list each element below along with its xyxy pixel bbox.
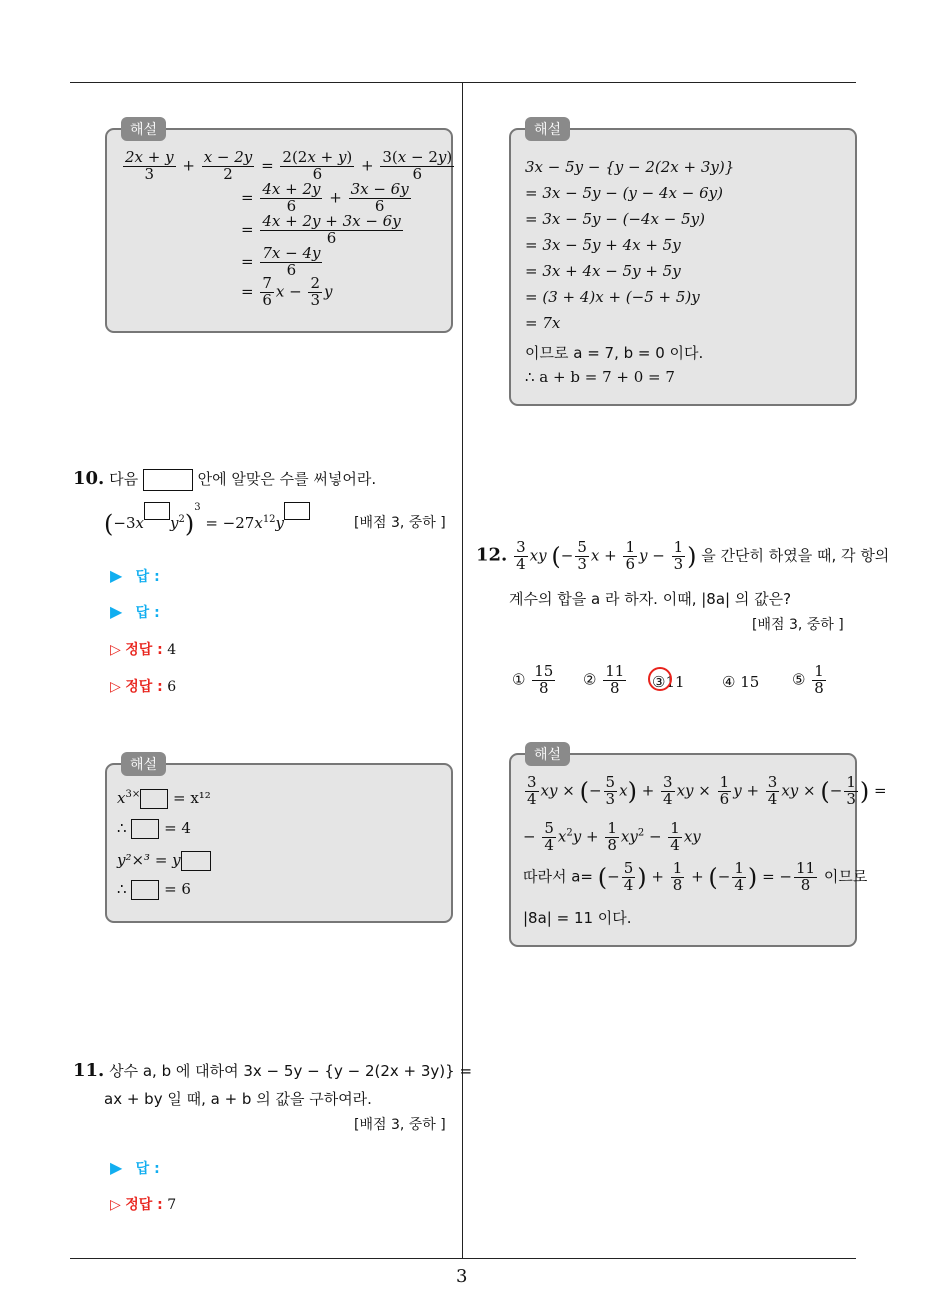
solution-line: $\frac{2x + y}{3}$ + $\frac{x - 2y}{2}$ = $\frac{2(2x + y)}{6}$ + $\frac{3(x - 2y)}{6}$: [125, 148, 453, 183]
correct-answer-1: ▷ 정답 : 4: [110, 642, 177, 658]
question-10-expression: (−3x $y^2)^3 = -27x^{12}y$: [104, 502, 310, 538]
solution-line: = $\frac{4x + 2y + 3x - 6y}{6}$: [241, 212, 401, 247]
solution-line: = 3x − 5y − (−4x − 5y): [525, 210, 705, 228]
solution-box-9: [105, 122, 453, 333]
solution-tag: 해설: [525, 742, 570, 766]
column-divider: [462, 83, 463, 1259]
answer-blank: [181, 851, 211, 871]
question-10: 10. 다음 안에 알맞은 수를 써넣어라.: [73, 468, 377, 489]
solution-line: = 7x: [525, 314, 561, 332]
play-icon: ▶: [110, 1158, 123, 1177]
triangle-outline-icon: ▷: [110, 679, 121, 695]
solution-line: − $\frac{5}{4}$ $x^2y$ + $\frac{1}{8}$ $xy^2$ − $\frac{1}{4}$ xy: [523, 819, 701, 854]
question-12: 12. $\frac{3}{4}$ xy (− $\frac{5}{3}$ x + $\frac{1}{6}$ y − $\frac{1}{3}$ ) 을 간단히 하였을 때, 각 항의: [476, 538, 890, 573]
solution-line: = 3x − 5y + 4x + 5y: [525, 236, 681, 254]
solution-line: ∴ = 6: [117, 880, 191, 898]
solution-line: = 3x − 5y − (y − 4x − 6y): [525, 184, 723, 202]
solution-box-11: [509, 122, 857, 406]
solution-line: ∴ a + b = 7 + 0 = 7: [525, 368, 675, 386]
question-score: [배점 3, 중하 ]: [752, 617, 844, 633]
solution-line: = $\frac{4x + 2y}{6}$ + $\frac{3x - 6y}{6}$: [241, 180, 409, 215]
answer-blank: [284, 502, 310, 520]
answer-blank: [140, 789, 168, 809]
selected-circle-mark: [648, 667, 672, 691]
triangle-outline-icon: ▷: [110, 642, 121, 658]
play-icon: ▶: [110, 566, 123, 585]
solution-box-10: [105, 757, 453, 923]
page-number: 3: [456, 1266, 468, 1287]
solution-line: $x^{3\times} = x^{12}$: [117, 789, 211, 807]
question-11-line2: ax + by 일 때, a + b 의 값을 구하여라.: [104, 1090, 372, 1108]
answer-row-2: ▶ 답 :: [110, 602, 160, 621]
question-number: 10.: [73, 468, 105, 489]
correct-answer-2: ▷ 정답 : 6: [110, 679, 177, 695]
question-number: 12.: [476, 544, 508, 566]
choice-2[interactable]: ② $\frac{11}{8}$: [583, 662, 625, 697]
choice-1[interactable]: ① $\frac{15}{8}$: [512, 662, 554, 697]
solution-line: = $\frac{7}{6}$ x − $\frac{2}{3}$ y: [241, 274, 333, 309]
answer-blank: [143, 469, 193, 491]
solution-line: 이므로 a = 7, b = 0 이다.: [525, 344, 704, 362]
bottom-rule: [70, 1258, 856, 1259]
choice-4[interactable]: ④ 15: [722, 673, 760, 691]
triangle-outline-icon: ▷: [110, 1197, 121, 1213]
solution-tag: 해설: [525, 117, 570, 141]
choice-3[interactable]: ③11: [652, 673, 685, 691]
answer-row-1: ▶ 답 :: [110, 566, 160, 585]
play-icon: ▶: [110, 602, 123, 621]
solution-line: 따라서 a= (− $\frac{5}{4}$ ) + $\frac{1}{8}$ + (− $\frac{1}{4}$ ) = − $\frac{11}{8}$ 이므로: [523, 859, 868, 894]
top-rule: [70, 82, 856, 83]
solution-line: = 3x + 4x − 5y + 5y: [525, 262, 681, 280]
solution-box-12: [509, 747, 887, 947]
answer-blank: [131, 819, 159, 839]
solution-line: = (3 + 4)x + (−5 + 5)y: [525, 288, 700, 306]
question-number: 11.: [73, 1060, 105, 1081]
solution-line: 3x − 5y − {y − 2(2x + 3y)}: [525, 158, 735, 176]
answer-blank: [144, 502, 170, 520]
solution-line: $\frac{3}{4}$ xy × (− $\frac{5}{3}$ x) + $\frac{3}{4}$ xy × $\frac{1}{6}$ y + $\frac{3}{4}$ xy × (− $\frac{1}{3}$ ) =: [527, 773, 887, 808]
correct-answer: ▷ 정답 : 7: [110, 1197, 177, 1213]
question-score: [배점 3, 중하 ]: [354, 1117, 446, 1133]
answer-blank: [131, 880, 159, 900]
solution-line: |8a| = 11 이다.: [523, 909, 632, 927]
question-11: 11. 상수 a, b 에 대하여 3x − 5y − {y − 2(2x + 3y)} =: [73, 1060, 473, 1081]
question-12-line2: 계수의 합을 a 라 하자. 이때, |8a| 의 값은?: [509, 590, 792, 608]
answer-row: ▶ 답 :: [110, 1158, 160, 1177]
solution-line: ∴ = 4: [117, 819, 191, 837]
question-score: [배점 3, 중하 ]: [354, 515, 446, 531]
solution-tag: 해설: [121, 752, 166, 776]
solution-line: = $\frac{7x - 4y}{6}$: [241, 244, 321, 279]
choice-5[interactable]: ⑤ $\frac{1}{8}$: [792, 662, 824, 697]
solution-tag: 해설: [121, 117, 166, 141]
solution-line: y²×³ = y: [117, 851, 211, 871]
